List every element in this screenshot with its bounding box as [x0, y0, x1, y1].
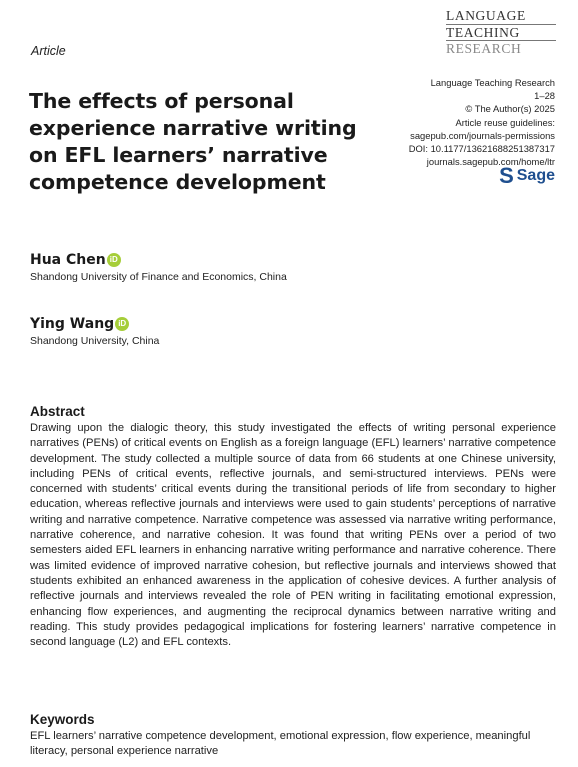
orcid-icon[interactable]: iD [115, 317, 129, 331]
page-range: 1–28 [534, 90, 555, 102]
publication-metadata [355, 76, 555, 168]
author-name-text: Hua Chen [30, 252, 106, 268]
publisher-name: Sage [516, 167, 555, 184]
doi-link[interactable]: DOI: 10.1177/13621688251387317 [408, 143, 555, 155]
reuse-label: Article reuse guidelines: [455, 116, 555, 128]
author-name-text: Ying Wang [30, 316, 115, 332]
author-affiliation: Shandong University of Finance and Economics, China [30, 271, 287, 283]
journal-name: Language Teaching Research [430, 77, 555, 88]
keywords-text: EFL learners’ narrative competence development, emotional expression, flow experience, meaningful literacy, personal experience narrative [30, 730, 531, 758]
journal-homepage-link[interactable]: journals.sagepub.com/home/ltr [426, 156, 555, 168]
article-type-label: Article [31, 44, 66, 58]
author-name [30, 316, 129, 332]
masthead-line-3: RESEARCH [446, 41, 522, 56]
masthead-line-2: TEACHING [446, 25, 556, 42]
journal-masthead [446, 8, 556, 57]
article-title: The effects of personal experience narrative writing on EFL learners’ narrative competence development [29, 89, 357, 194]
author-name [30, 252, 121, 268]
orcid-icon[interactable]: iD [107, 253, 121, 267]
reuse-link[interactable]: sagepub.com/journals-permissions [410, 129, 555, 141]
abstract-text: Drawing upon the dialogic theory, this study investigated the effects of writing personal experience narratives (PENs) of critical events on English as a foreign language (EFL) learners’ narrative competence development. The study collected a multiple source of data from 66 students at one Chinese university, including PENs of critical events, reflective journals, and semi-structured interviews. PENs were concerned with students’ critical events during the transitional periods of life from secondary to higher education, whereas reflective journals and interviews were used to gain students’ perceptions of narrative writing and narrative competence. Narrative competence was assessed via narrative writing performance, narrative coherence, and narrative cohesion. It was found that writing PENs over a period of two semesters aided EFL learners in enhancing narrative writing performance and narrative coherence. There was limited evidence of improved narrative cohesion, but reflective journals and interviews showed that students exhibited an enhanced awareness in the application of cohesive devices. A further analysis of reflective journals and interviews revealed the role of PEN writing in facilitating emotional expression, enhancing flow experiences, and augmenting the reciprocal dynamics between narrative writing and reading. This study provides pedagogical implications for fostering learners’ narrative competence in second language (L2) and EFL contexts. [30, 422, 556, 649]
author-affiliation: Shandong University, China [30, 335, 160, 347]
abstract-heading: Abstract [30, 404, 85, 419]
publisher-logo [499, 163, 555, 188]
sage-logo-icon: S [499, 163, 514, 188]
masthead-line-1: LANGUAGE [446, 8, 556, 25]
keywords-heading: Keywords [30, 712, 95, 727]
copyright: © The Author(s) 2025 [465, 103, 555, 115]
